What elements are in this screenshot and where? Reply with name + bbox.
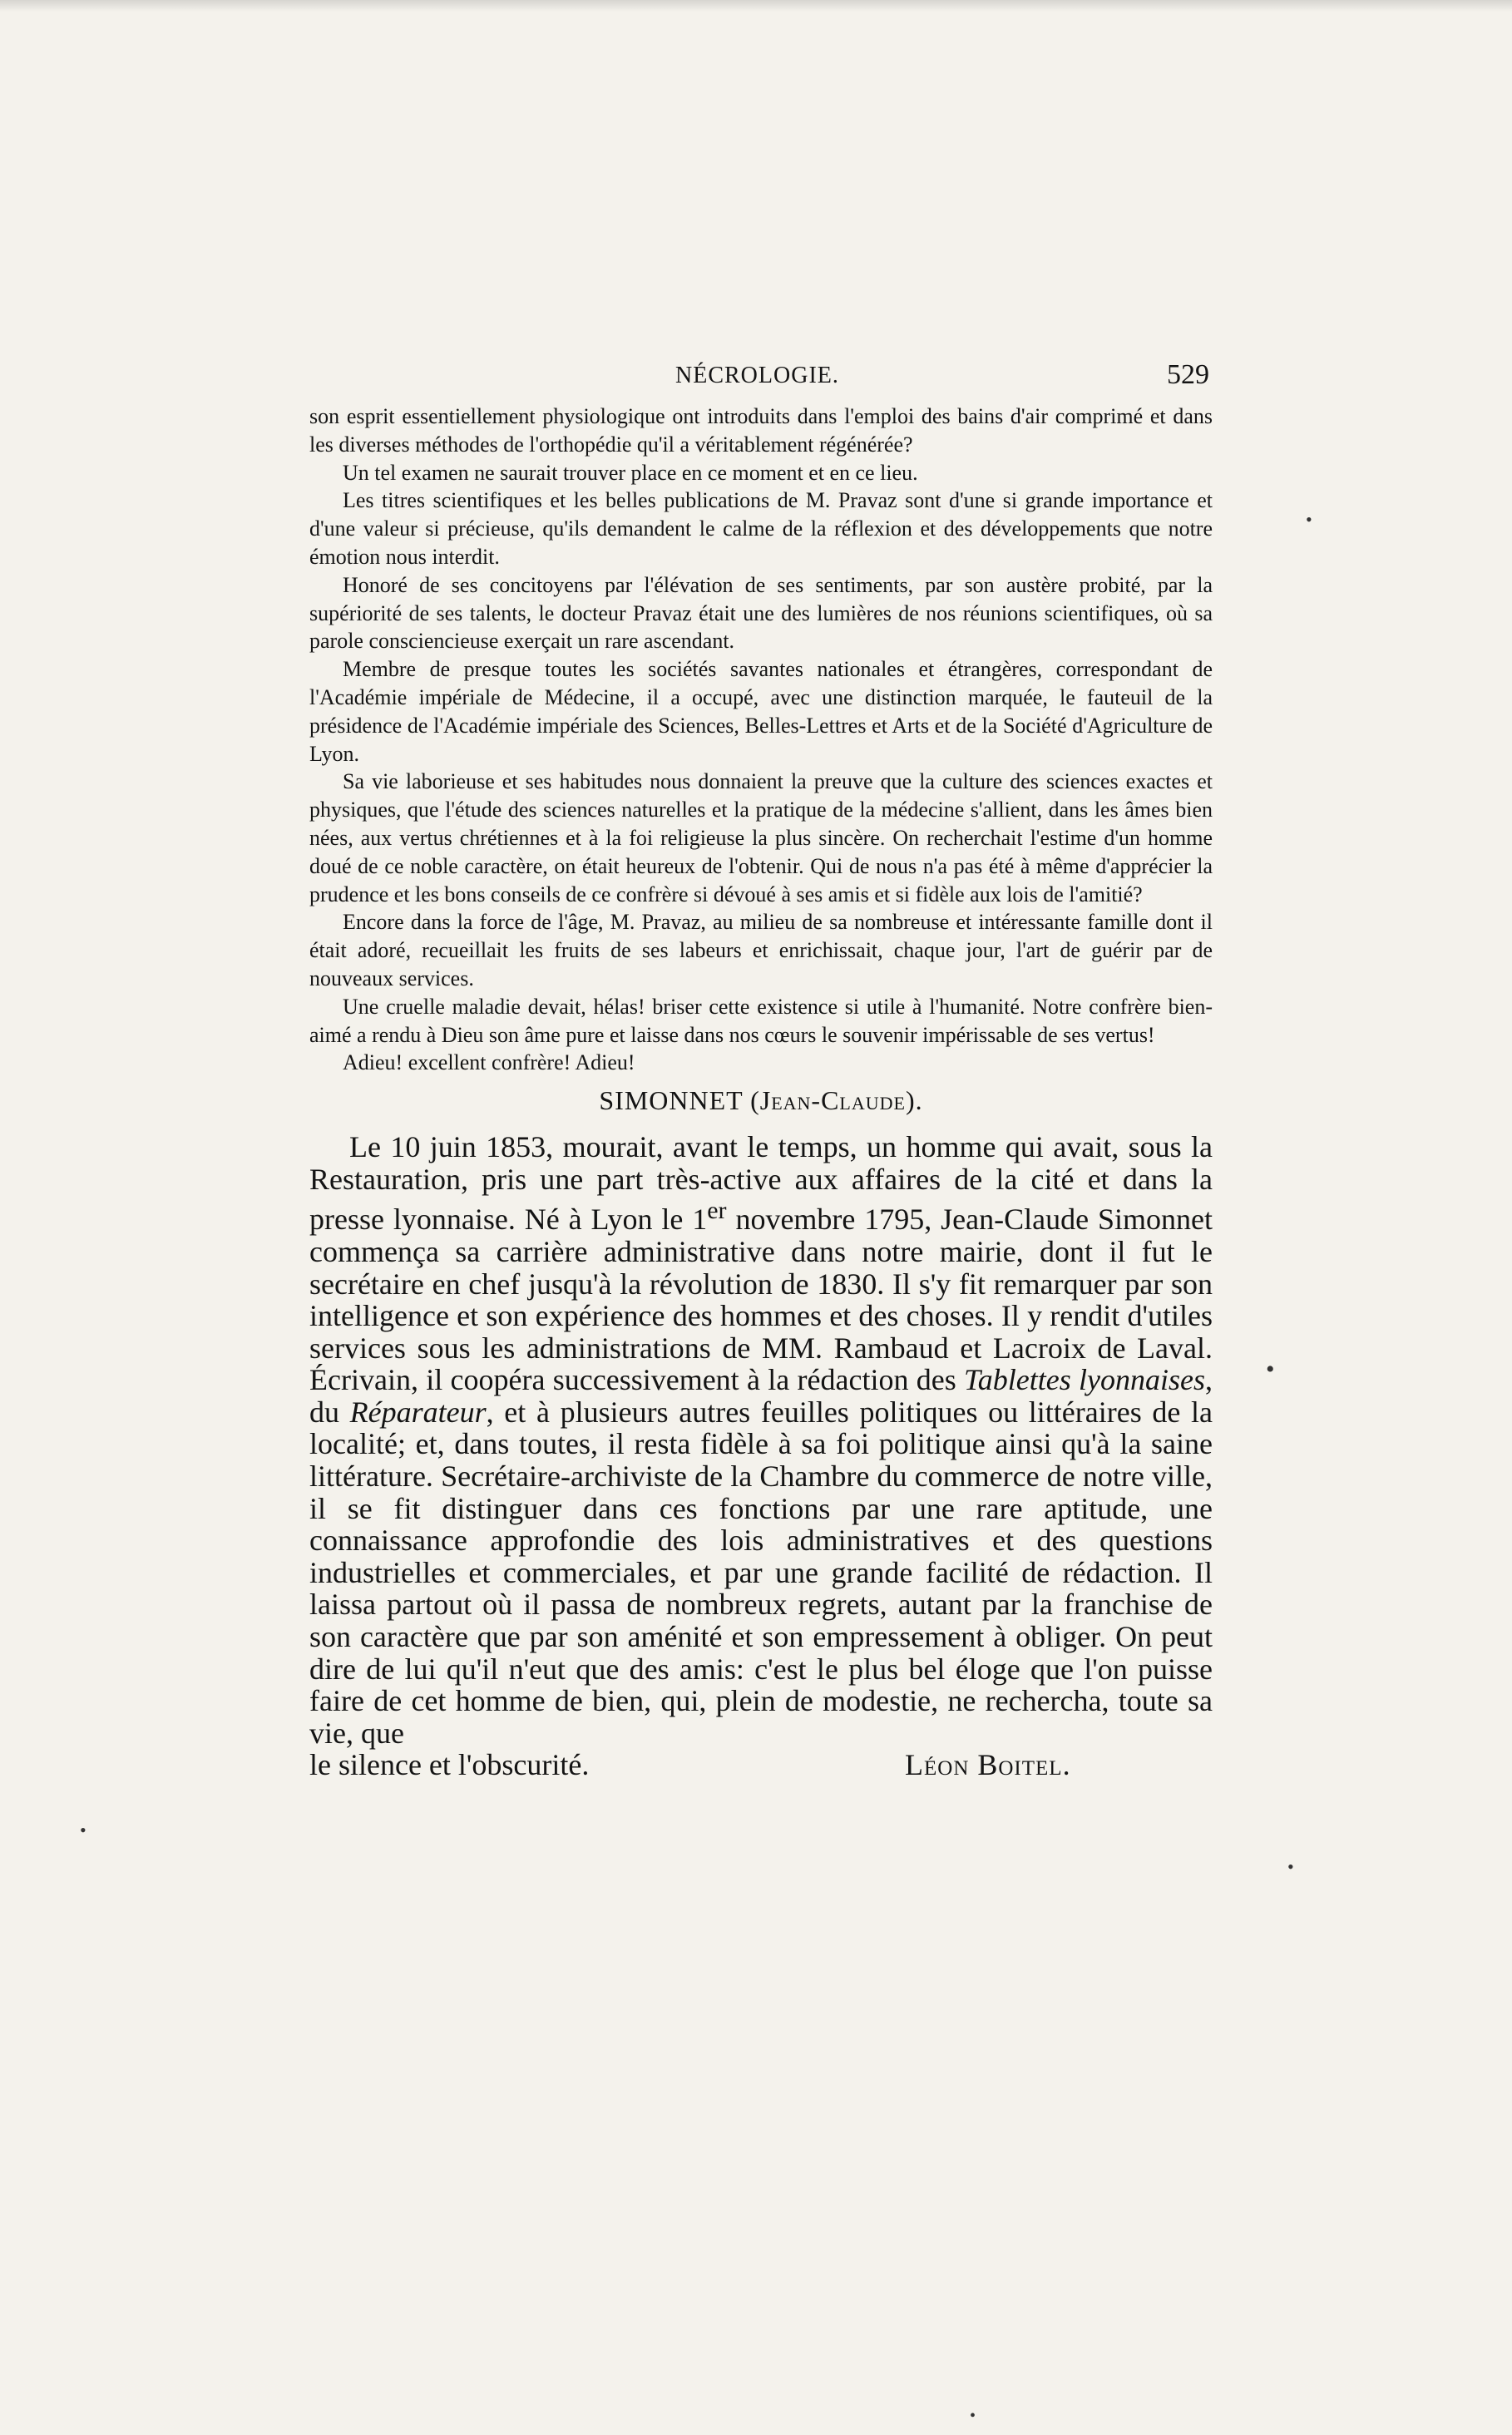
signature: Léon Boitel. bbox=[905, 1748, 1071, 1782]
paragraph: Les titres scientifiques et les belles publications de M. Pravaz sont d'une si grande importance et d'une valeur si précieuse, qu'ils demandent le calme de la réflexion et des développements que notre émotion nous interdit. bbox=[309, 488, 1213, 569]
signature-line bbox=[309, 1749, 1213, 1782]
margin-mark: • bbox=[1306, 509, 1312, 530]
heading-forename: (Jean-Claude). bbox=[750, 1085, 923, 1116]
paragraph: son esprit essentiellement physiologique ont introduits dans l'emploi des bains d'air comprimé et dans les diverses méthodes de l'orthopédie qu'il a véritablement régénérée? bbox=[309, 404, 1213, 457]
running-head bbox=[309, 359, 1213, 403]
margin-mark: • bbox=[1287, 1856, 1294, 1877]
margin-mark: • bbox=[970, 2407, 976, 2425]
farewell: Adieu! excellent confrère! Adieu! bbox=[343, 1050, 635, 1075]
top-edge-bleed bbox=[0, 0, 1512, 12]
running-title: NÉCROLOGIE. bbox=[675, 363, 839, 388]
margin-mark: • bbox=[1266, 1356, 1275, 1383]
superscript: er bbox=[707, 1197, 727, 1225]
text-run: Le 10 juin 1853, mourait, avant le temps, un homme qui avait, sous la Restauration, pris une part très-active aux affaires de la cité et dans la presse lyonnaise. Né à Lyon le 1 bbox=[309, 1130, 1213, 1237]
obituary-paragraph bbox=[309, 1131, 1213, 1749]
page-number: 529 bbox=[1167, 359, 1209, 390]
text-run: novembre 1795, Jean-Claude Simonnet commença sa carrière administrative dans notre mairie, dont il fut le secrétaire en chef jusqu'à la révolution de 1830. Il s'y fit remarquer par son intelligence et son expérience des hommes et des choses. Il y rendit d'utiles services sous les administrations de MM. Rambaud et Lacroix de Laval. Écrivain, il coopéra successivement à la rédaction des bbox=[309, 1203, 1213, 1397]
paragraph: Encore dans la force de l'âge, M. Pravaz, au milieu de sa nombreuse et intéressante famille dont il était adoré, recueillait les fruits de ses labeurs et enrichissait, chaque jour, l'art de guérir par de nouveaux services. bbox=[309, 910, 1213, 990]
text-run: , du bbox=[309, 1363, 1213, 1429]
paragraph: Sa vie laborieuse et ses habitudes nous donnaient la preuve que la culture des sciences exactes et physiques, que l'étude des sciences naturelles et la pratique de la médecine s'allient, dans les âmes bien nées, aux vertus chrétiennes et à la foi religieuse la plus sincère. On recherchait l'estime d'un homme doué de ce noble caractère, on était heureux de l'obtenir. Qui de nous n'a pas été à même d'apprécier la prudence et les bons conseils de ce confrère si dévoué à ses amis et si fidèle aux lois de l'amitié? bbox=[309, 769, 1213, 906]
text-run: , et à plusieurs autres feuilles politiques ou littéraires de la localité; et, dans toutes, il resta fidèle à sa foi politique ainsi qu'à la saine littérature. Secrétaire-archiviste de la Chambre du commerce de notre ville, il se fit distinguer dans ces fonctions par une rare aptitude, une connaissance approfondie des lois administratives et des questions industrielles et commerciales, et par une grande facilité de rédaction. Il laissa partout où il passa de nombreux regrets, autant par la franchise de son caractère que par son aménité et son empressement à obliger. On peut dire de lui qu'il n'eut que des amis: c'est le plus bel éloge que l'on puisse faire de cet homme de bien, qui, plein de modestie, ne rechercha, toute sa vie, que bbox=[309, 1395, 1213, 1750]
paragraph: Un tel examen ne saurait trouver place en ce moment et en ce lieu. bbox=[343, 460, 918, 485]
closing-text: le silence et l'obscurité. bbox=[309, 1748, 590, 1782]
document-page bbox=[309, 359, 1213, 1782]
paragraph: Membre de presque toutes les sociétés savantes nationales et étrangères, correspondant de l'Académie impériale de Médecine, il a occupé, avec une distinction marquée, le fauteuil de la présidence de l'Académie impériale des Sciences, Belles-Lettres et Arts et de la Société d'Agriculture de Lyon. bbox=[309, 657, 1213, 766]
heading-name: SIMONNET bbox=[599, 1085, 744, 1116]
paragraph: Une cruelle maladie devait, hélas! briser cette existence si utile à l'humanité. Notre confrère bien-aimé a rendu à Dieu son âme pure et laisse dans nos cœurs le souvenir impérissable de ses vertus! bbox=[309, 994, 1213, 1047]
journal-title: Tablettes lyonnaises bbox=[964, 1363, 1205, 1397]
margin-mark: • bbox=[80, 1820, 86, 1840]
necrologie-text bbox=[309, 403, 1213, 1077]
simonnet-text bbox=[309, 1131, 1213, 1749]
journal-title: Réparateur bbox=[349, 1395, 487, 1429]
paragraph: Honoré de ses concitoyens par l'élévation de ses sentiments, par son austère probité, par la supériorité de ses talents, le docteur Pravaz était une des lumières de nos réunions scientifiques, où sa parole consciencieuse exerçait un rare ascendant. bbox=[309, 572, 1213, 654]
section-heading bbox=[309, 1085, 1213, 1116]
